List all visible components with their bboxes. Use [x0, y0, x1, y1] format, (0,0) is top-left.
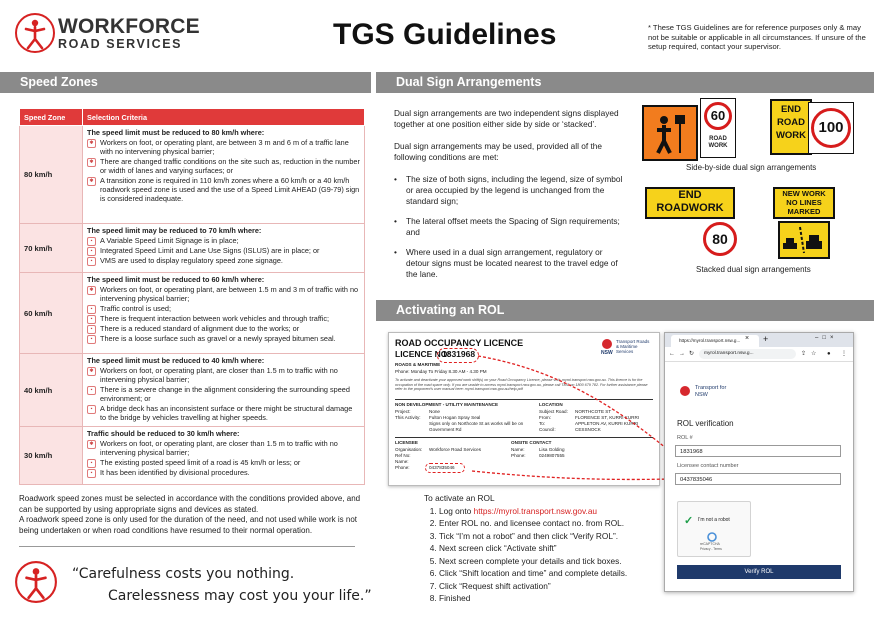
criteria-heading: Traffic should be reduced to 30 km/h where: — [87, 429, 240, 438]
browser-tab-bar — [665, 333, 853, 347]
speed-100-roundel: 100 — [811, 108, 851, 148]
menu-icon[interactable]: ⋮ — [841, 351, 847, 357]
field-label: Ref No: — [395, 453, 411, 458]
field-label: Subject Road: — [539, 409, 568, 414]
section-onsite: ONSITE CONTACT — [511, 440, 552, 445]
zone-cell: 80 km/h — [20, 126, 83, 224]
safety-quote-line1: “Carefulness costs you nothing. — [72, 566, 295, 582]
speed-80-sign: 80 — [703, 222, 737, 256]
window-controls-icon[interactable]: –□× — [815, 335, 838, 341]
steps-list — [424, 507, 660, 604]
contact-number-label: Licensee contact number — [677, 463, 739, 469]
criteria-cell — [83, 224, 365, 273]
quote-divider — [19, 546, 355, 547]
field-value: Lisa Golding — [539, 447, 565, 452]
licence-fine-print: To activate and deactivate your approved work shift(s) on your Road Occupancy Licence, please visit: myrol.transport.nsw.gov.au. This licence is for the occupation of the road space only. If you are unable to access myrol.transport.nsw.gov.au, please call TMC on 1800 679 782. For further assistance please refer to the proponent's user manual here: myrol.transport.nsw.gov.au/help.pdf — [395, 378, 648, 392]
criteria-cell — [83, 354, 365, 427]
table-row — [20, 126, 365, 224]
list-item: • The lateral offset meets the Spacing of Sign requirements; and — [394, 216, 624, 238]
logo-subtitle: ROAD SERVICES — [58, 37, 183, 51]
licensee-phone-value: 0437835046 — [429, 465, 455, 470]
list-item: 8. Finished — [439, 594, 660, 604]
section-location: LOCATION — [539, 402, 563, 407]
field-label: Phone: — [511, 453, 526, 458]
criteria-item: ▪ It has been identified by divisional procedures. — [87, 468, 360, 477]
loose-surface-icon: ▪ — [87, 335, 96, 344]
criteria-item: ▪ VMS are used to display regulatory speed zone signage. — [87, 256, 360, 265]
dual-para1: Dual sign arrangements are two independent signs displayed together at one position either side by side or ‘stacked’. — [394, 108, 619, 129]
address-bar[interactable]: myrol.transport.nsw.g... — [699, 349, 796, 359]
field-label: Phone: — [395, 465, 410, 470]
licence-no-label: LICENCE NO: — [395, 349, 451, 359]
field-value: Workforce Road Services — [429, 447, 481, 452]
stacked-caption: Stacked dual sign arrangements — [696, 265, 811, 274]
list-item: 2. Enter ROL no. and licensee contact no. from ROL. — [439, 519, 660, 529]
field-value: Fulton Hogan Spray Seal — [429, 415, 481, 420]
captcha-checkbox[interactable]: ✓ — [684, 515, 694, 527]
logo-figure-icon — [14, 12, 56, 54]
back-icon[interactable]: ← — [669, 351, 675, 357]
criteria-heading: The speed limit must be reduced to 60 km/h where: — [87, 275, 265, 284]
footnote-line: Roadwork speed zones must be selected in accordance with the conditions provided above, and can be supported by using appropriate signs and devices as stated. — [19, 494, 361, 514]
field-value: APPLETON AV, KURRI KURRI — [575, 421, 639, 426]
field-label: Project: — [395, 409, 411, 414]
verify-rol-label: Verify ROL — [744, 569, 774, 575]
captcha-brand: reCAPTCHA — [700, 542, 720, 546]
speed-zone-table — [19, 108, 365, 485]
disclaimer-text: * These TGS Guidelines are for reference purposes only & may not be suitable or applicable in all circumstances. If unsure of the setup required, contact your supervisor. — [648, 23, 866, 52]
contact-number-value: 0437835046 — [680, 477, 713, 483]
licence-no-value: 1831968 — [442, 349, 476, 359]
browser-toolbar — [665, 347, 853, 362]
zone-cell: 70 km/h — [20, 224, 83, 273]
criteria-heading: The speed limit must be reduced to 40 km/h where: — [87, 356, 265, 365]
sign-text-line: END — [780, 104, 802, 115]
new-tab-icon[interactable]: + — [763, 334, 769, 344]
vehicle-icon: ▪ — [87, 315, 96, 324]
field-label: Name: — [511, 447, 525, 452]
list-item: 5. Next screen complete your details and tick boxes. — [439, 557, 660, 567]
list-item: 7. Click “Request shift activation” — [439, 582, 660, 592]
recaptcha-icon — [706, 532, 718, 542]
connector-arrows — [440, 340, 680, 490]
activating-rol-heading: Activating an ROL — [376, 300, 874, 321]
worker-icon: ✱ — [87, 158, 96, 167]
sign-text-line: END — [678, 189, 702, 201]
list-item: 4. Next screen click “Activate shift” — [439, 544, 660, 554]
worker-icon: ✱ — [87, 440, 96, 449]
criteria-item: ✱ A transition zone is required in 110 km/h zones where a 60 km/h or a 40 km/h roadwork speed zone is used and the use of a Speed Limit AHEAD (G9-79) sign is considered inadequate. — [87, 176, 360, 203]
sign-icon: ▪ — [87, 247, 96, 256]
procedure-icon: ▪ — [87, 469, 96, 478]
rol-verification-title: ROL verification — [677, 419, 734, 428]
dual-para2: Dual sign arrangements may be used, provided all of the following conditions are met: — [394, 141, 603, 162]
nsw-agency-text: Transport Roads & Maritime Services — [616, 339, 650, 354]
worker-with-sign-icon — [644, 107, 696, 159]
criteria-item: ✱ Workers on foot, or operating plant, are between 3 m and 6 m of a traffic lane with no intervening physical barrier; — [87, 138, 360, 156]
waratah-icon — [679, 385, 691, 397]
worker-icon: ✱ — [87, 367, 96, 376]
bridge-icon: ▪ — [87, 405, 96, 414]
criteria-item: ▪ The existing posted speed limit of a road is 45 km/h or less; or — [87, 458, 360, 467]
new-work-sign — [773, 187, 835, 219]
safety-quote-line2: Carelessness may cost you your life.” — [108, 588, 372, 604]
step-text: Log onto — [439, 505, 474, 516]
worker-icon: ✱ — [87, 177, 96, 186]
speed-100-sign — [808, 102, 854, 154]
section-licensee: LICENSEE — [395, 440, 418, 445]
sign-icon: ▪ — [87, 459, 96, 468]
section-nondev: NON DEVELOPMENT - UTILITY MAINTENANCE — [395, 402, 499, 407]
criteria-item: ✱ Workers on foot, or operating plant, are between 1.5 m and 3 m of traffic with no intervening physical barrier; — [87, 285, 360, 303]
field-label: Organisation: — [395, 447, 423, 452]
sign-icon: ▪ — [87, 237, 96, 246]
sign-text-line: ROADWORK — [656, 202, 724, 214]
steps-title: To activate an ROL — [424, 493, 495, 503]
sign-text-line: NEW WORK — [782, 189, 826, 198]
end-road-work-sign — [770, 99, 812, 155]
reload-icon[interactable]: ↻ — [689, 351, 695, 357]
myrol-link[interactable]: https://myrol.transport.nsw.gov.au — [473, 505, 598, 516]
rol-steps — [424, 494, 660, 607]
logo-figure-icon — [14, 560, 58, 604]
table-row — [20, 273, 365, 354]
field-label: Name: — [395, 459, 409, 464]
field-value: Signs only on Northcote St as works will be on Government Rd — [429, 421, 524, 432]
zone-cell: 60 km/h — [20, 273, 83, 354]
table-header-row — [20, 109, 365, 126]
field-value: CESSNOCK — [575, 427, 601, 432]
field-value: 0249807555 — [539, 453, 565, 458]
criteria-item: ✱ Workers on foot, or operating plant, are closer than 1.5 m to traffic with no intervening physical barrier; — [87, 366, 360, 384]
transport-for-nsw-label: Transport for NSW — [695, 385, 727, 398]
star-icon[interactable]: ☆ — [811, 351, 817, 357]
field-value: NORTHCOTE ST — [575, 409, 612, 414]
field-label: Council: — [539, 427, 556, 432]
end-roadwork-sign — [645, 187, 735, 219]
criteria-item: ▪ There is a loose surface such as gravel or a newly sprayed bitumen seal. — [87, 334, 360, 343]
criteria-cell — [83, 126, 365, 224]
criteria-item: ✱ There are changed traffic conditions on the site such as, reduction in the number or width of lanes and varying surfaces; or — [87, 157, 360, 175]
criteria-item: ▪ There is frequent interaction between work vehicles and through traffic; — [87, 314, 360, 323]
page-title: TGS Guidelines — [333, 18, 557, 51]
list-item: 3. Tick “I’m not a robot” and then click “Verify ROL”. — [439, 532, 660, 542]
field-value: FLORENCE ST, KURRI KURRI — [575, 415, 640, 420]
criteria-item: ▪ Integrated Speed Limit and Lane Use Signs (ISLUS) are in place; or — [87, 246, 360, 255]
sign-text-line: ROAD — [777, 117, 805, 128]
table-row — [20, 224, 365, 273]
share-icon[interactable]: ⇪ — [801, 351, 807, 357]
list-item: • The size of both signs, including the legend, size of symbol or area occupied by the legend is unchanged from the standard sign; — [394, 174, 624, 207]
field-label: From: — [539, 415, 551, 420]
list-item: 6. Click “Shift location and time” and complete details. — [439, 569, 660, 579]
footnote-line: A roadwork speed zone is only used for the duration of the need, and not used while work is not being undertaken or when road conditions have resumed to their normal operation. — [19, 515, 357, 535]
close-icon[interactable]: × — [745, 335, 750, 342]
list-item: • Where used in a dual sign arrangement, regulatory or detour signs must be located nearest to the travel edge of the lane. — [394, 247, 624, 280]
roadwork-plate-text: ROAD WORK — [708, 136, 728, 149]
verify-rol-button[interactable] — [677, 565, 841, 579]
field-label: This Activity: — [395, 415, 421, 420]
zone-cell: 40 km/h — [20, 354, 83, 427]
criteria-cell — [83, 427, 365, 485]
table-row — [20, 354, 365, 427]
criteria-heading: The speed limit must be reduced to 80 km/h where: — [87, 128, 265, 137]
criteria-item: ▪ Traffic control is used; — [87, 304, 360, 313]
list-item — [439, 507, 660, 517]
col-zone-header: Speed Zone — [20, 109, 83, 126]
sign-text-line: NO LINES — [786, 198, 822, 207]
table-row — [20, 427, 365, 485]
worker-icon: ✱ — [87, 139, 96, 148]
car-icon — [780, 223, 828, 257]
rol-number-input[interactable] — [675, 445, 841, 457]
alignment-icon: ▪ — [87, 386, 96, 395]
speed-zone-footnote — [19, 494, 365, 536]
criteria-heading: The speed limit may be reduced to 70 km/h where: — [87, 226, 262, 235]
zone-cell: 30 km/h — [20, 427, 83, 485]
criteria-cell — [83, 273, 365, 354]
captcha-label: I'm not a robot — [698, 517, 730, 523]
recaptcha-widget — [677, 501, 751, 557]
browser-window — [664, 332, 854, 592]
col-criteria-header: Selection Criteria — [83, 109, 365, 126]
profile-icon[interactable]: ● — [827, 351, 831, 357]
browser-tab-title: https://myrol.transport.nsw.g... — [679, 338, 741, 343]
criteria-item: ▪ There is a reduced standard of alignment due to the works; or — [87, 324, 360, 333]
worker-icon: ✱ — [87, 286, 96, 295]
field-value: None — [429, 409, 440, 414]
captcha-links[interactable]: Privacy - Terms — [700, 547, 722, 551]
sign-text-line: MARKED — [787, 207, 821, 216]
licence-phone-hours: Phone: Monday To Friday 8.30 AM - 4.30 PM — [395, 369, 487, 374]
traffic-control-icon: ▪ — [87, 305, 96, 314]
rol-number-value: 1831968 — [680, 449, 703, 455]
side-by-side-caption: Side-by-side dual sign arrangements — [686, 163, 817, 172]
sign-icon: ▪ — [87, 257, 96, 266]
dual-sign-heading: Dual Sign Arrangements — [376, 72, 874, 93]
forward-icon[interactable]: → — [679, 351, 685, 357]
contact-number-input[interactable] — [675, 473, 841, 485]
criteria-item: ▪ A Variable Speed Limit Signage is in place; — [87, 236, 360, 245]
speed-60-sign — [700, 98, 736, 158]
speed-60-roundel: 60 — [704, 102, 732, 130]
worker-sign — [642, 105, 698, 161]
criteria-item: ▪ There is a severe change in the alignment considering the surrounding speed environment; or — [87, 385, 360, 403]
dual-sign-text — [394, 108, 624, 289]
rol-number-label: ROL # — [677, 435, 693, 441]
no-lines-symbol-sign — [778, 221, 830, 259]
licence-title: ROAD OCCUPANCY LICENCE — [395, 338, 524, 348]
speed-zones-heading: Speed Zones — [0, 72, 371, 93]
licence-subtitle: ROADS & MARITIME — [395, 362, 441, 367]
criteria-item: ▪ A bridge deck has an inconsistent surface or there might be structural damage to the bridge by vehicles travelling at higher speeds. — [87, 404, 360, 422]
field-label: To: — [539, 421, 546, 426]
logo-wordmark: WORKFORCE — [58, 15, 200, 38]
nsw-text: NSW — [601, 350, 613, 356]
alignment-icon: ▪ — [87, 325, 96, 334]
dual-conditions-list — [394, 174, 624, 280]
sign-text-line: WORK — [775, 130, 807, 141]
criteria-item: ✱ Workers on foot, or operating plant, are closer than 1.5 m to traffic with no intervening physical barrier; — [87, 439, 360, 457]
